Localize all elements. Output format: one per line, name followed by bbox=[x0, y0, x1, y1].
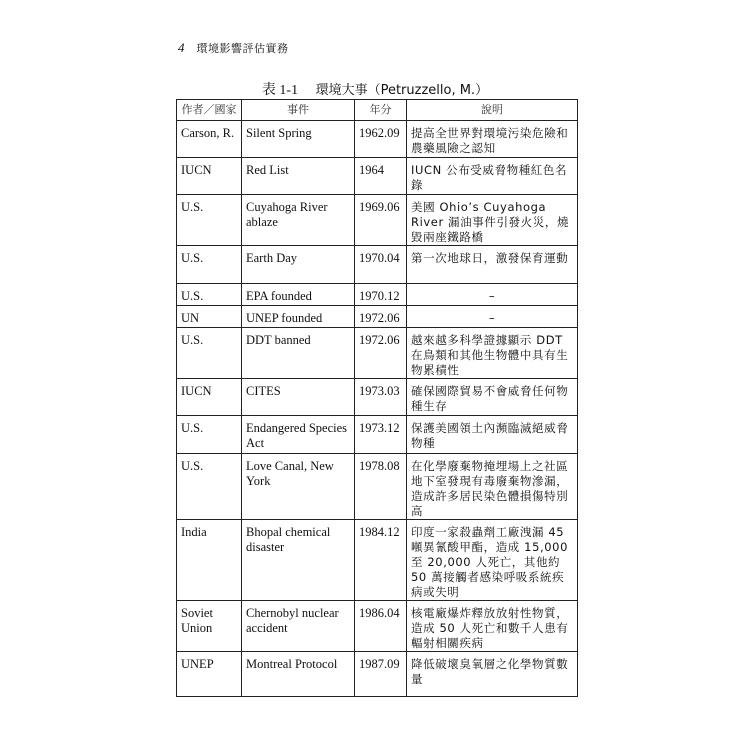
description-cell: 降低破壞臭氧層之化學物質數量 bbox=[407, 652, 578, 697]
year-cell: 1972.06 bbox=[355, 306, 407, 328]
table-row bbox=[177, 328, 578, 379]
page-number: 4 bbox=[178, 40, 185, 55]
table-row bbox=[177, 416, 578, 454]
year-cell: 1973.12 bbox=[355, 416, 407, 454]
event-cell: Montreal Protocol bbox=[242, 652, 355, 697]
event-cell: DDT banned bbox=[242, 328, 355, 379]
event-cell: Silent Spring bbox=[242, 121, 355, 158]
table-title: 環境大事（Petruzzello, M.） bbox=[315, 83, 489, 98]
table-row bbox=[177, 121, 578, 158]
description-cell: 美國 Ohio’s Cuyahoga River 漏油事件引發火災，燒毀兩座鐵路橋 bbox=[407, 195, 578, 246]
event-cell: UNEP founded bbox=[242, 306, 355, 328]
event-cell: CITES bbox=[242, 379, 355, 416]
author-cell: IUCN bbox=[177, 158, 242, 195]
description-cell: IUCN 公布受威脅物種紅色名錄 bbox=[407, 158, 578, 195]
page-header bbox=[178, 40, 289, 56]
description-cell: 印度一家殺蟲劑工廠洩漏 45 噸異氰酸甲酯，造成 15,000 至 20,000 人死亡，其他約 50 萬接觸者感染呼吸系統疾病或失明 bbox=[407, 520, 578, 601]
author-cell: Soviet Union bbox=[177, 601, 242, 652]
description-cell: 越來越多科學證據顯示 DDT 在鳥類和其他生物體中具有生物累積性 bbox=[407, 328, 578, 379]
event-cell: Red List bbox=[242, 158, 355, 195]
year-cell: 1970.12 bbox=[355, 284, 407, 306]
author-cell: U.S. bbox=[177, 416, 242, 454]
table-row bbox=[177, 520, 578, 601]
table-caption bbox=[0, 79, 750, 99]
description-cell: 在化學廢棄物掩埋場上之社區地下室發現有毒廢棄物滲漏，造成許多居民染色體損傷特別高 bbox=[407, 454, 578, 520]
year-cell: 1970.04 bbox=[355, 246, 407, 284]
table-row bbox=[177, 454, 578, 520]
column-header-year: 年分 bbox=[355, 100, 407, 121]
running-title: 環境影響評估實務 bbox=[196, 42, 289, 55]
table-row bbox=[177, 284, 578, 306]
author-cell: U.S. bbox=[177, 328, 242, 379]
year-cell: 1962.09 bbox=[355, 121, 407, 158]
table-label: 表 1-1 bbox=[261, 83, 299, 98]
author-cell: U.S. bbox=[177, 454, 242, 520]
table-header-row bbox=[177, 100, 578, 121]
description-cell: – bbox=[407, 306, 578, 328]
year-cell: 1978.08 bbox=[355, 454, 407, 520]
year-cell: 1986.04 bbox=[355, 601, 407, 652]
column-header-event: 事件 bbox=[242, 100, 355, 121]
table-row bbox=[177, 158, 578, 195]
author-cell: UNEP bbox=[177, 652, 242, 697]
author-cell: India bbox=[177, 520, 242, 601]
event-cell: Chernobyl nuclear accident bbox=[242, 601, 355, 652]
description-cell: 保護美國領土內瀕臨滅絕威脅物種 bbox=[407, 416, 578, 454]
description-cell: 第一次地球日，激發保育運動 bbox=[407, 246, 578, 284]
event-cell: EPA founded bbox=[242, 284, 355, 306]
event-cell: Bhopal chemical disaster bbox=[242, 520, 355, 601]
description-cell: 提高全世界對環境污染危險和農藥風險之認知 bbox=[407, 121, 578, 158]
year-cell: 1969.06 bbox=[355, 195, 407, 246]
year-cell: 1973.03 bbox=[355, 379, 407, 416]
events-table bbox=[176, 99, 578, 697]
year-cell: 1984.12 bbox=[355, 520, 407, 601]
author-cell: Carson, R. bbox=[177, 121, 242, 158]
table-row bbox=[177, 379, 578, 416]
column-header-description: 說明 bbox=[407, 100, 578, 121]
description-cell: – bbox=[407, 284, 578, 306]
description-cell: 核電廠爆炸釋放放射性物質，造成 50 人死亡和數千人患有輻射相關疾病 bbox=[407, 601, 578, 652]
table-row bbox=[177, 601, 578, 652]
year-cell: 1964 bbox=[355, 158, 407, 195]
column-header-author: 作者／國家 bbox=[177, 100, 242, 121]
description-cell: 確保國際貿易不會威脅任何物種生存 bbox=[407, 379, 578, 416]
author-cell: IUCN bbox=[177, 379, 242, 416]
event-cell: Cuyahoga River ablaze bbox=[242, 195, 355, 246]
table-row bbox=[177, 306, 578, 328]
author-cell: U.S. bbox=[177, 195, 242, 246]
author-cell: U.S. bbox=[177, 246, 242, 284]
year-cell: 1987.09 bbox=[355, 652, 407, 697]
author-cell: UN bbox=[177, 306, 242, 328]
year-cell: 1972.06 bbox=[355, 328, 407, 379]
event-cell: Earth Day bbox=[242, 246, 355, 284]
event-cell: Love Canal, New York bbox=[242, 454, 355, 520]
event-cell: Endangered Species Act bbox=[242, 416, 355, 454]
author-cell: U.S. bbox=[177, 284, 242, 306]
table-row bbox=[177, 652, 578, 697]
table-row bbox=[177, 246, 578, 284]
table-row bbox=[177, 195, 578, 246]
